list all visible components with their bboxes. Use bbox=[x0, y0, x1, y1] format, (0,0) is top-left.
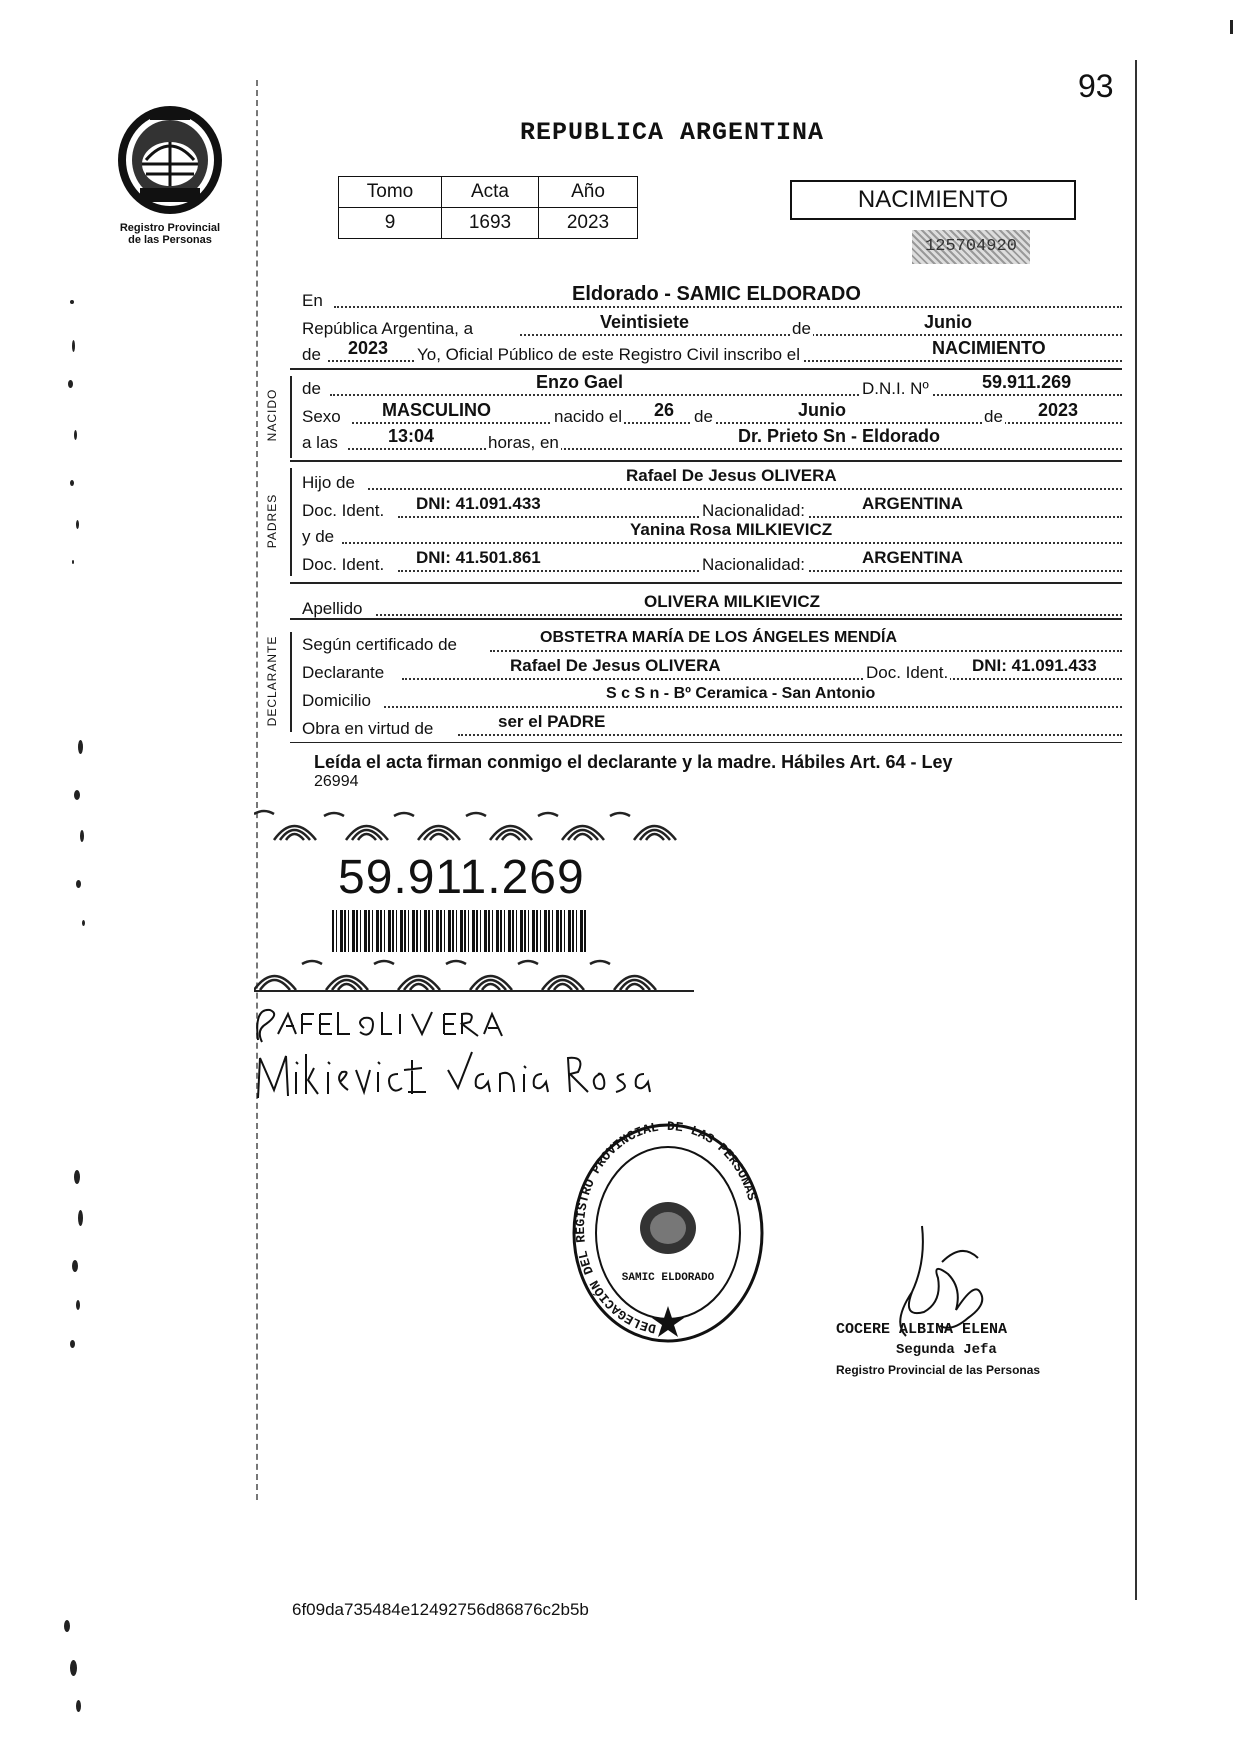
label-mother-nat: Nacionalidad: bbox=[700, 552, 807, 578]
declarante-bar bbox=[290, 632, 292, 732]
label-domicilio: Domicilio bbox=[302, 691, 371, 710]
label-declarante: Declarante bbox=[302, 663, 385, 682]
value-month: Junio bbox=[924, 312, 972, 332]
label-cert: Según certificado de bbox=[302, 635, 457, 654]
label-mother-doc: Doc. Ident. bbox=[302, 555, 385, 574]
value-obra: ser el PADRE bbox=[498, 712, 606, 731]
value-birth-day: 26 bbox=[654, 400, 675, 420]
value-child-name: Enzo Gael bbox=[536, 372, 624, 392]
label-dni: D.N.I. Nº bbox=[860, 376, 931, 402]
country-title: REPUBLICA ARGENTINA bbox=[520, 118, 825, 147]
row-domicilio bbox=[302, 685, 1122, 714]
label-sexo: Sexo bbox=[302, 407, 341, 426]
rule-4 bbox=[290, 618, 1122, 620]
issuer-line-2: de las Personas bbox=[128, 234, 212, 246]
seal-town: SAMIC ELDORADO bbox=[621, 1272, 715, 1284]
nacido-bar bbox=[290, 376, 292, 458]
padres-section-label: PADRES bbox=[265, 493, 279, 549]
value-father-nat: ARGENTINA bbox=[862, 494, 964, 513]
id-number: 59.911.269 bbox=[338, 851, 585, 904]
value-child-dni: 59.911.269 bbox=[982, 372, 1072, 392]
official-block bbox=[836, 1320, 1040, 1380]
label-de: de bbox=[790, 316, 813, 342]
value-birth-place: Dr. Prieto Sn - Eldorado bbox=[738, 426, 941, 446]
value-birth-month: Junio bbox=[798, 400, 846, 420]
label-nacido-el: nacido el bbox=[552, 404, 624, 430]
acta-header: Acta bbox=[442, 177, 539, 208]
fold-line bbox=[256, 80, 258, 1500]
label-republic: República Argentina, a bbox=[302, 319, 474, 338]
anio-header: Año bbox=[539, 177, 638, 208]
value-sexo: MASCULINO bbox=[382, 400, 491, 420]
value-birth-year: 2023 bbox=[1038, 400, 1079, 420]
label-de-1: de bbox=[692, 404, 715, 430]
label-hijo-de: Hijo de bbox=[302, 473, 355, 492]
barcode bbox=[332, 910, 588, 952]
label-nacido-de: de bbox=[302, 379, 321, 398]
value-mother: Yanina Rosa MILKIEVICZ bbox=[630, 520, 833, 539]
row-mother-doc bbox=[302, 548, 1122, 578]
label-officer: Yo, Oficial Público de este Registro Civil inscribo el bbox=[414, 342, 803, 368]
right-margin-line bbox=[1135, 60, 1137, 1600]
label-father-nat: Nacionalidad: bbox=[700, 498, 807, 524]
stamp-code: 125704920 bbox=[912, 230, 1030, 264]
value-mother-doc: DNI: 41.501.861 bbox=[416, 548, 541, 567]
father-signature bbox=[252, 1000, 532, 1048]
label-year-de: de bbox=[302, 345, 321, 364]
value-cert: OBSTETRA MARÍA DE LOS ÁNGELES MENDÍA bbox=[540, 629, 898, 646]
rule-3 bbox=[290, 582, 1122, 584]
act-type-box: NACIMIENTO bbox=[790, 180, 1076, 220]
fingerprint-pattern-top bbox=[254, 806, 694, 842]
closing-text bbox=[314, 752, 953, 792]
issuer-label bbox=[100, 222, 240, 246]
value-declarante: Rafael De Jesus OLIVERA bbox=[510, 656, 721, 675]
seal-text: DELEGACIÓN DEL REGISTRO PROVINCIAL DE LAS PERSONAS bbox=[572, 1120, 760, 1336]
closing-line-1: Leída el acta firman conmigo el declarante y la madre. Hábiles Art. 64 - Ley bbox=[314, 752, 953, 772]
id-sticker bbox=[254, 806, 694, 992]
value-father-doc: DNI: 41.091.433 bbox=[416, 494, 541, 513]
value-day-words: Veintisiete bbox=[600, 312, 690, 332]
issuer-line-1: Registro Provincial bbox=[119, 222, 221, 234]
label-y-de: y de bbox=[302, 527, 335, 546]
value-mother-nat: ARGENTINA bbox=[862, 548, 964, 567]
declarante-section-label: DECLARANTE bbox=[265, 635, 279, 727]
document-hash: 6f09da735484e12492756d86876c2b5b bbox=[292, 1600, 589, 1619]
value-place: Eldorado - SAMIC ELDORADO bbox=[572, 283, 861, 305]
value-year: 2023 bbox=[348, 338, 389, 358]
value-domicilio: S c S n - Bº Ceramica - San Antonio bbox=[606, 685, 876, 702]
page-number: 93 bbox=[1078, 68, 1114, 104]
nacido-section-label: NACIDO bbox=[265, 388, 279, 442]
official-office: Registro Provincial de las Personas bbox=[836, 1363, 1041, 1377]
official-name: COCERE ALBINA ELENA bbox=[836, 1321, 1008, 1338]
row-en bbox=[302, 283, 1122, 314]
label-apellido: Apellido bbox=[302, 599, 363, 618]
label-decl-doc: Doc. Ident. bbox=[864, 660, 950, 686]
label-a-las: a las bbox=[302, 433, 338, 452]
rule-5 bbox=[290, 742, 1122, 743]
value-registration: NACIMIENTO bbox=[932, 338, 1046, 358]
value-decl-doc: DNI: 41.091.433 bbox=[972, 656, 1097, 675]
value-time: 13:04 bbox=[388, 426, 435, 446]
value-father: Rafael De Jesus OLIVERA bbox=[626, 466, 837, 485]
anio-value: 2023 bbox=[539, 208, 638, 239]
label-en: En bbox=[302, 291, 323, 310]
official-seal bbox=[570, 1120, 766, 1346]
acta-value: 1693 bbox=[442, 208, 539, 239]
tomo-value: 9 bbox=[339, 208, 442, 239]
fingerprint-pattern-bottom bbox=[254, 956, 694, 992]
label-obra: Obra en virtud de bbox=[302, 719, 434, 738]
official-role: Segunda Jefa bbox=[896, 1342, 997, 1358]
book-table bbox=[338, 176, 638, 239]
closing-line-2: 26994 bbox=[314, 773, 359, 790]
rule-2 bbox=[290, 460, 1122, 462]
province-logo bbox=[110, 102, 230, 218]
mother-signature bbox=[252, 1046, 652, 1104]
corner-mark bbox=[1230, 20, 1233, 34]
label-horas: horas, en bbox=[486, 430, 561, 456]
padres-bar bbox=[290, 468, 292, 576]
tomo-header: Tomo bbox=[339, 177, 442, 208]
label-de-2: de bbox=[982, 404, 1005, 430]
value-apellido: OLIVERA MILKIEVICZ bbox=[644, 592, 820, 611]
row-year bbox=[302, 338, 1122, 368]
label-father-doc: Doc. Ident. bbox=[302, 501, 385, 520]
row-obra bbox=[302, 712, 1122, 742]
row-hora bbox=[302, 426, 1122, 456]
